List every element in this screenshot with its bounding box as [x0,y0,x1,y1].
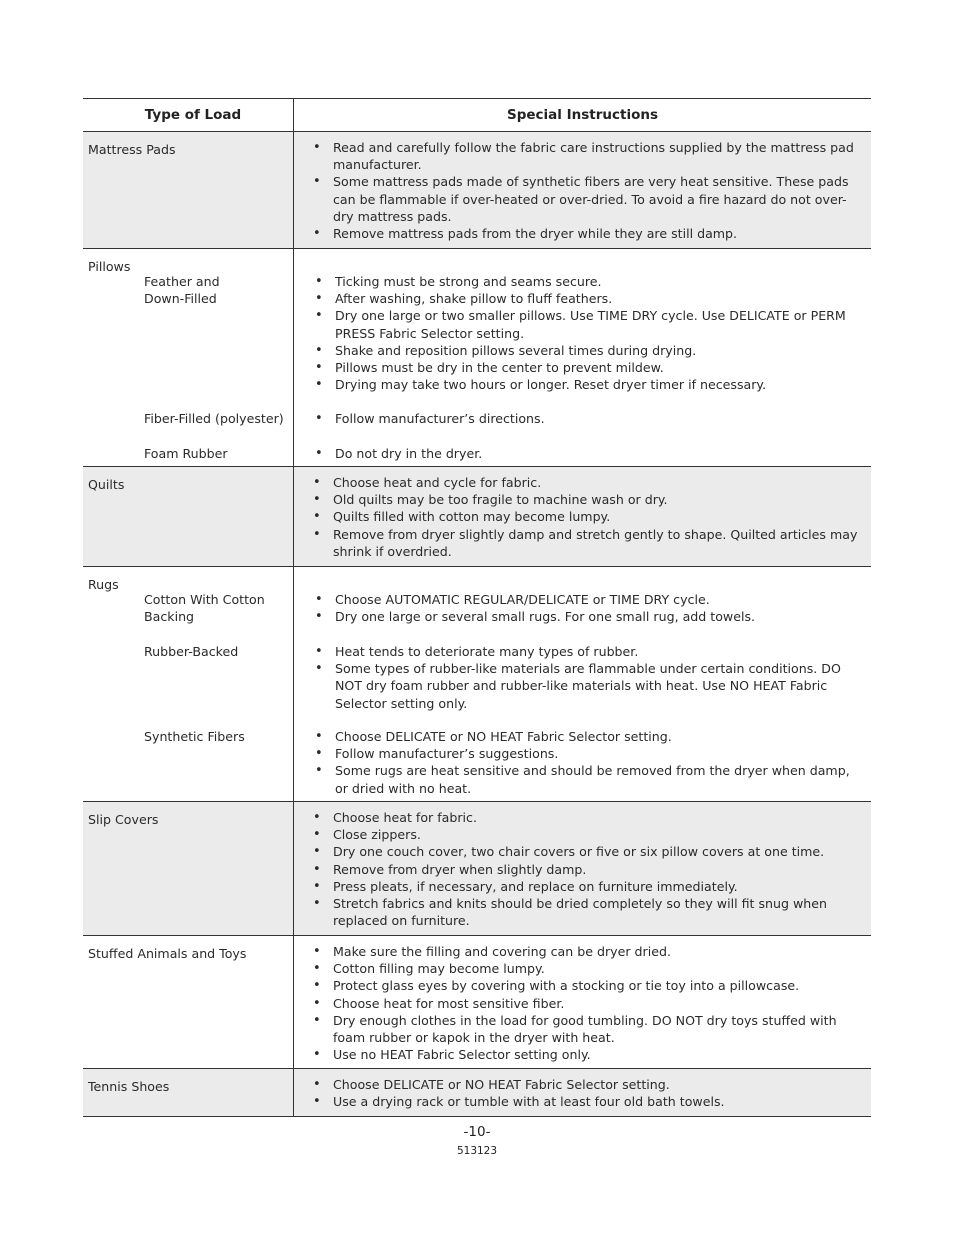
instruction-list [313,943,865,1063]
instruction-item: • Follow manufacturer’s directions. [315,410,865,427]
load-type-label: Mattress Pads [88,142,176,157]
document-code: 513123 [456,1145,498,1157]
instruction-item: • Do not dry in the dryer. [315,445,865,462]
instruction-list [315,728,865,797]
instruction-item: • Choose heat and cycle for fabric. [313,474,865,491]
instruction-item: • Dry one couch cover, two chair covers or five or six pillow covers at one time. [313,843,865,860]
load-subtype-label: Fiber-Filled (polyester) [144,411,284,426]
instruction-item: • Cotton filling may become lumpy. [313,960,865,977]
instruction-list [313,1076,865,1110]
header-special-instructions: Special Instructions [506,107,658,123]
instruction-item: • Heat tends to deteriorate many types of rubber. [315,643,865,660]
instruction-item: • Some types of rubber-like materials are flammable under certain conditions. DO NOT dry foam rubber and rubber-like materials with heat. Use NO HEAT Fabric Selector setting only. [315,660,865,712]
load-type-label: Quilts [88,477,125,492]
header-type-of-load: Type of Load [83,99,294,131]
instruction-item: • Read and carefully follow the fabric care instructions supplied by the mattress pad manufacturer. [313,139,865,173]
subtype-line: Cotton With Cotton [144,592,265,607]
instruction-item: • Choose heat for fabric. [313,809,865,826]
instruction-item: • Some rugs are heat sensitive and should be removed from the dryer when damp, or dried with no heat. [315,762,865,796]
table-row-stuffed-animals [83,936,871,1069]
table-row-quilts [83,467,871,567]
instruction-item: • Old quilts may be too fragile to machine wash or dry. [313,491,865,508]
table-row-rugs [83,567,871,802]
load-type-label: Stuffed Animals and Toys [88,946,247,961]
load-subtype-label: Rubber-Backed [144,644,239,659]
instruction-item: • Make sure the filling and covering can be dryer dried. [313,943,865,960]
instruction-item: • Follow manufacturer’s suggestions. [315,745,865,762]
load-type-label: Rugs [88,577,119,592]
instruction-list [313,139,865,242]
load-subtype-label: Synthetic Fibers [144,729,245,744]
load-subtype-label: Foam Rubber [144,446,228,461]
instruction-item: • Drying may take two hours or longer. Reset dryer timer if necessary. [315,376,865,393]
instruction-list [315,643,865,712]
instruction-item: • Choose DELICATE or NO HEAT Fabric Selector setting. [315,728,865,745]
instruction-item: • Quilts filled with cotton may become lumpy. [313,508,865,525]
load-type-label: Pillows [88,259,131,274]
table-row-mattress-pads [83,132,871,249]
subtype-line: Feather and [144,274,220,289]
instruction-item: • Remove from dryer when slightly damp. [313,861,865,878]
instruction-item: • Choose AUTOMATIC REGULAR/DELICATE or TIME DRY cycle. [315,591,865,608]
instruction-item: • Close zippers. [313,826,865,843]
load-instructions-table [83,98,871,1117]
page-number: -10- [463,1124,491,1140]
instruction-item: • Pillows must be dry in the center to prevent mildew. [315,359,865,376]
table-row-slip-covers [83,802,871,936]
load-subtype-label [144,273,220,307]
load-type-label: Tennis Shoes [88,1079,170,1094]
instruction-list [315,273,865,393]
instruction-item: • Protect glass eyes by covering with a stocking or tie toy into a pillowcase. [313,977,865,994]
instruction-item: • Stretch fabrics and knits should be dried completely so they will fit snug when replaced on furniture. [313,895,865,929]
instruction-item: • Remove mattress pads from the dryer while they are still damp. [313,225,865,242]
instruction-item: • Press pleats, if necessary, and replace on furniture immediately. [313,878,865,895]
load-subtype-label [144,591,265,625]
instruction-item: • Choose DELICATE or NO HEAT Fabric Selector setting. [313,1076,865,1093]
instruction-item: • Ticking must be strong and seams secure. [315,273,865,290]
instruction-list [313,809,865,929]
instruction-item: • Choose heat for most sensitive fiber. [313,995,865,1012]
instruction-item: • Dry enough clothes in the load for good tumbling. DO NOT dry toys stuffed with foam rubber or kapok in the dryer with heat. [313,1012,865,1046]
instruction-list [315,410,865,427]
instruction-item: • Remove from dryer slightly damp and stretch gently to shape. Quilted articles may shrink if overdried. [313,526,865,560]
instruction-list [315,445,865,462]
instruction-list [313,474,865,560]
instruction-item: • Some mattress pads made of synthetic fibers are very heat sensitive. These pads can be flammable if over-heated or over-dried. To avoid a fire hazard do not over-dry mattress pads. [313,173,865,225]
subtype-line: Backing [144,609,195,625]
instruction-item: • Use no HEAT Fabric Selector setting only. [313,1046,865,1063]
instruction-item: • After washing, shake pillow to fluff feathers. [315,290,865,307]
table-row-tennis-shoes [83,1069,871,1117]
instruction-item: • Dry one large or two smaller pillows. Use TIME DRY cycle. Use DELICATE or PERM PRESS Fabric Selector setting. [315,307,865,341]
load-type-label: Slip Covers [88,812,159,827]
instruction-item: • Shake and reposition pillows several times during drying. [315,342,865,359]
table-header [83,98,871,132]
instruction-item: • Dry one large or several small rugs. For one small rug, add towels. [315,608,865,625]
instruction-list [315,591,865,625]
table-row-pillows [83,249,871,467]
subtype-line: Down-Filled [144,291,217,307]
instruction-item: • Use a drying rack or tumble with at least four old bath towels. [313,1093,865,1110]
